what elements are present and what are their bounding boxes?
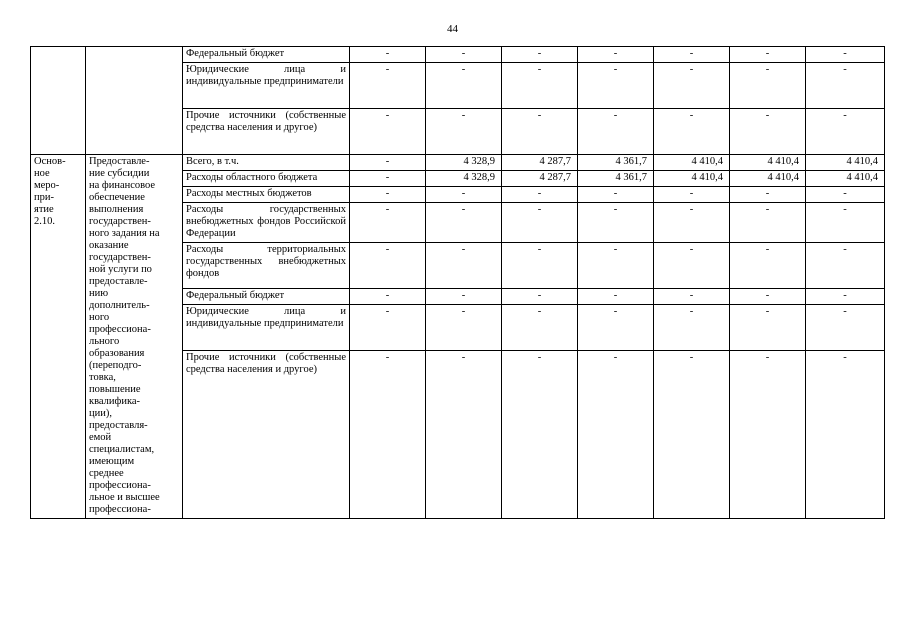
value-cell: 4 410,4: [806, 155, 885, 171]
page-number: 44: [447, 23, 458, 35]
measure-code-cell: [31, 155, 86, 519]
value-cell: -: [730, 243, 806, 289]
value-cell: -: [350, 351, 426, 519]
funding-source-cell: Федеральный бюджет: [183, 289, 350, 305]
value-cell: -: [730, 109, 806, 155]
value-cell: -: [654, 47, 730, 63]
funding-source-cell: Юридические лица и индивидуальные предприниматели: [183, 63, 350, 109]
funding-source-cell: Расходы государственных внебюджетных фондов Российской Федерации: [183, 203, 350, 243]
value-cell: -: [578, 243, 654, 289]
value-cell: -: [350, 155, 426, 171]
value-cell: -: [502, 47, 578, 63]
value-cell: -: [730, 187, 806, 203]
value-cell: -: [806, 47, 885, 63]
value-cell: -: [350, 109, 426, 155]
value-cell: -: [806, 63, 885, 109]
value-cell: -: [730, 289, 806, 305]
value-cell: -: [578, 289, 654, 305]
value-cell: -: [426, 187, 502, 203]
value-cell: -: [350, 289, 426, 305]
value-cell: -: [502, 63, 578, 109]
value-cell: -: [426, 109, 502, 155]
value-cell: 4 410,4: [730, 171, 806, 187]
value-cell: -: [426, 203, 502, 243]
value-cell: -: [426, 305, 502, 351]
value-cell: -: [350, 63, 426, 109]
value-cell: -: [806, 187, 885, 203]
value-cell: -: [654, 243, 730, 289]
value-cell: -: [502, 109, 578, 155]
funding-source-cell: Расходы территориальных государственных внебюджетных фондов: [183, 243, 350, 289]
value-cell: -: [578, 47, 654, 63]
value-cell: -: [426, 63, 502, 109]
value-cell: -: [350, 203, 426, 243]
value-cell: -: [502, 203, 578, 243]
value-cell: -: [578, 187, 654, 203]
value-cell: -: [806, 351, 885, 519]
value-cell: 4 410,4: [654, 155, 730, 171]
value-cell: 4 361,7: [578, 155, 654, 171]
value-cell: -: [730, 63, 806, 109]
value-cell: 4 287,7: [502, 155, 578, 171]
value-cell: 4 410,4: [654, 171, 730, 187]
value-cell: -: [654, 187, 730, 203]
value-cell: -: [654, 305, 730, 351]
value-cell: -: [578, 351, 654, 519]
value-cell: -: [502, 243, 578, 289]
value-cell: -: [426, 47, 502, 63]
funding-source-cell: Всего, в т.ч.: [183, 155, 350, 171]
funding-source-cell: Федеральный бюджет: [183, 47, 350, 63]
value-cell: -: [806, 305, 885, 351]
value-cell: -: [654, 109, 730, 155]
value-cell: 4 328,9: [426, 171, 502, 187]
value-cell: -: [350, 47, 426, 63]
value-cell: -: [350, 171, 426, 187]
value-cell: 4 361,7: [578, 171, 654, 187]
value-cell: -: [654, 289, 730, 305]
value-cell: -: [730, 351, 806, 519]
value-cell: -: [730, 305, 806, 351]
value-cell: -: [502, 187, 578, 203]
value-cell: 4 410,4: [730, 155, 806, 171]
value-cell: -: [806, 243, 885, 289]
value-cell: -: [426, 243, 502, 289]
measure-code: Основ- ное меро- при- ятие 2.10.: [34, 156, 66, 227]
value-cell: -: [578, 305, 654, 351]
funding-source-cell: Расходы областного бюджета: [183, 171, 350, 187]
measure-name-cell: [86, 155, 183, 519]
funding-source-cell: Юридические лица и индивидуальные предприниматели: [183, 305, 350, 351]
value-cell: -: [654, 351, 730, 519]
value-cell: -: [806, 203, 885, 243]
table-row: [31, 155, 885, 171]
value-cell: 4 328,9: [426, 155, 502, 171]
value-cell: -: [350, 243, 426, 289]
value-cell: 4 287,7: [502, 171, 578, 187]
value-cell: -: [350, 305, 426, 351]
empty-name-cell: [86, 47, 183, 155]
funding-source-cell: Прочие источники (собственные средства населения и другое): [183, 109, 350, 155]
value-cell: -: [730, 203, 806, 243]
value-cell: 4 410,4: [806, 171, 885, 187]
value-cell: -: [502, 289, 578, 305]
value-cell: -: [806, 289, 885, 305]
value-cell: -: [426, 351, 502, 519]
funding-source-cell: Прочие источники (собственные средства населения и другое): [183, 351, 350, 519]
empty-code-cell: [31, 47, 86, 155]
value-cell: -: [654, 203, 730, 243]
budget-table: [30, 46, 885, 519]
value-cell: -: [426, 289, 502, 305]
table-body: [31, 47, 885, 519]
value-cell: -: [502, 351, 578, 519]
value-cell: -: [578, 63, 654, 109]
value-cell: -: [502, 305, 578, 351]
table-row: [31, 47, 885, 63]
value-cell: -: [806, 109, 885, 155]
funding-source-cell: Расходы местных бюджетов: [183, 187, 350, 203]
value-cell: -: [578, 109, 654, 155]
value-cell: -: [654, 63, 730, 109]
value-cell: -: [730, 47, 806, 63]
value-cell: -: [578, 203, 654, 243]
measure-name: Предоставле- ние субсидии на финансовое обеспечение выполнения государствен- ного задания на оказание государствен- ной услуги по предоставле- нию дополнитель- ного профессиона- льного образования (переподго- товка, повышение квалифика- ции), предоставля- емой специалистам, имеющим среднее профессиона- льное и высшее профессиона-: [89, 156, 160, 515]
value-cell: -: [350, 187, 426, 203]
